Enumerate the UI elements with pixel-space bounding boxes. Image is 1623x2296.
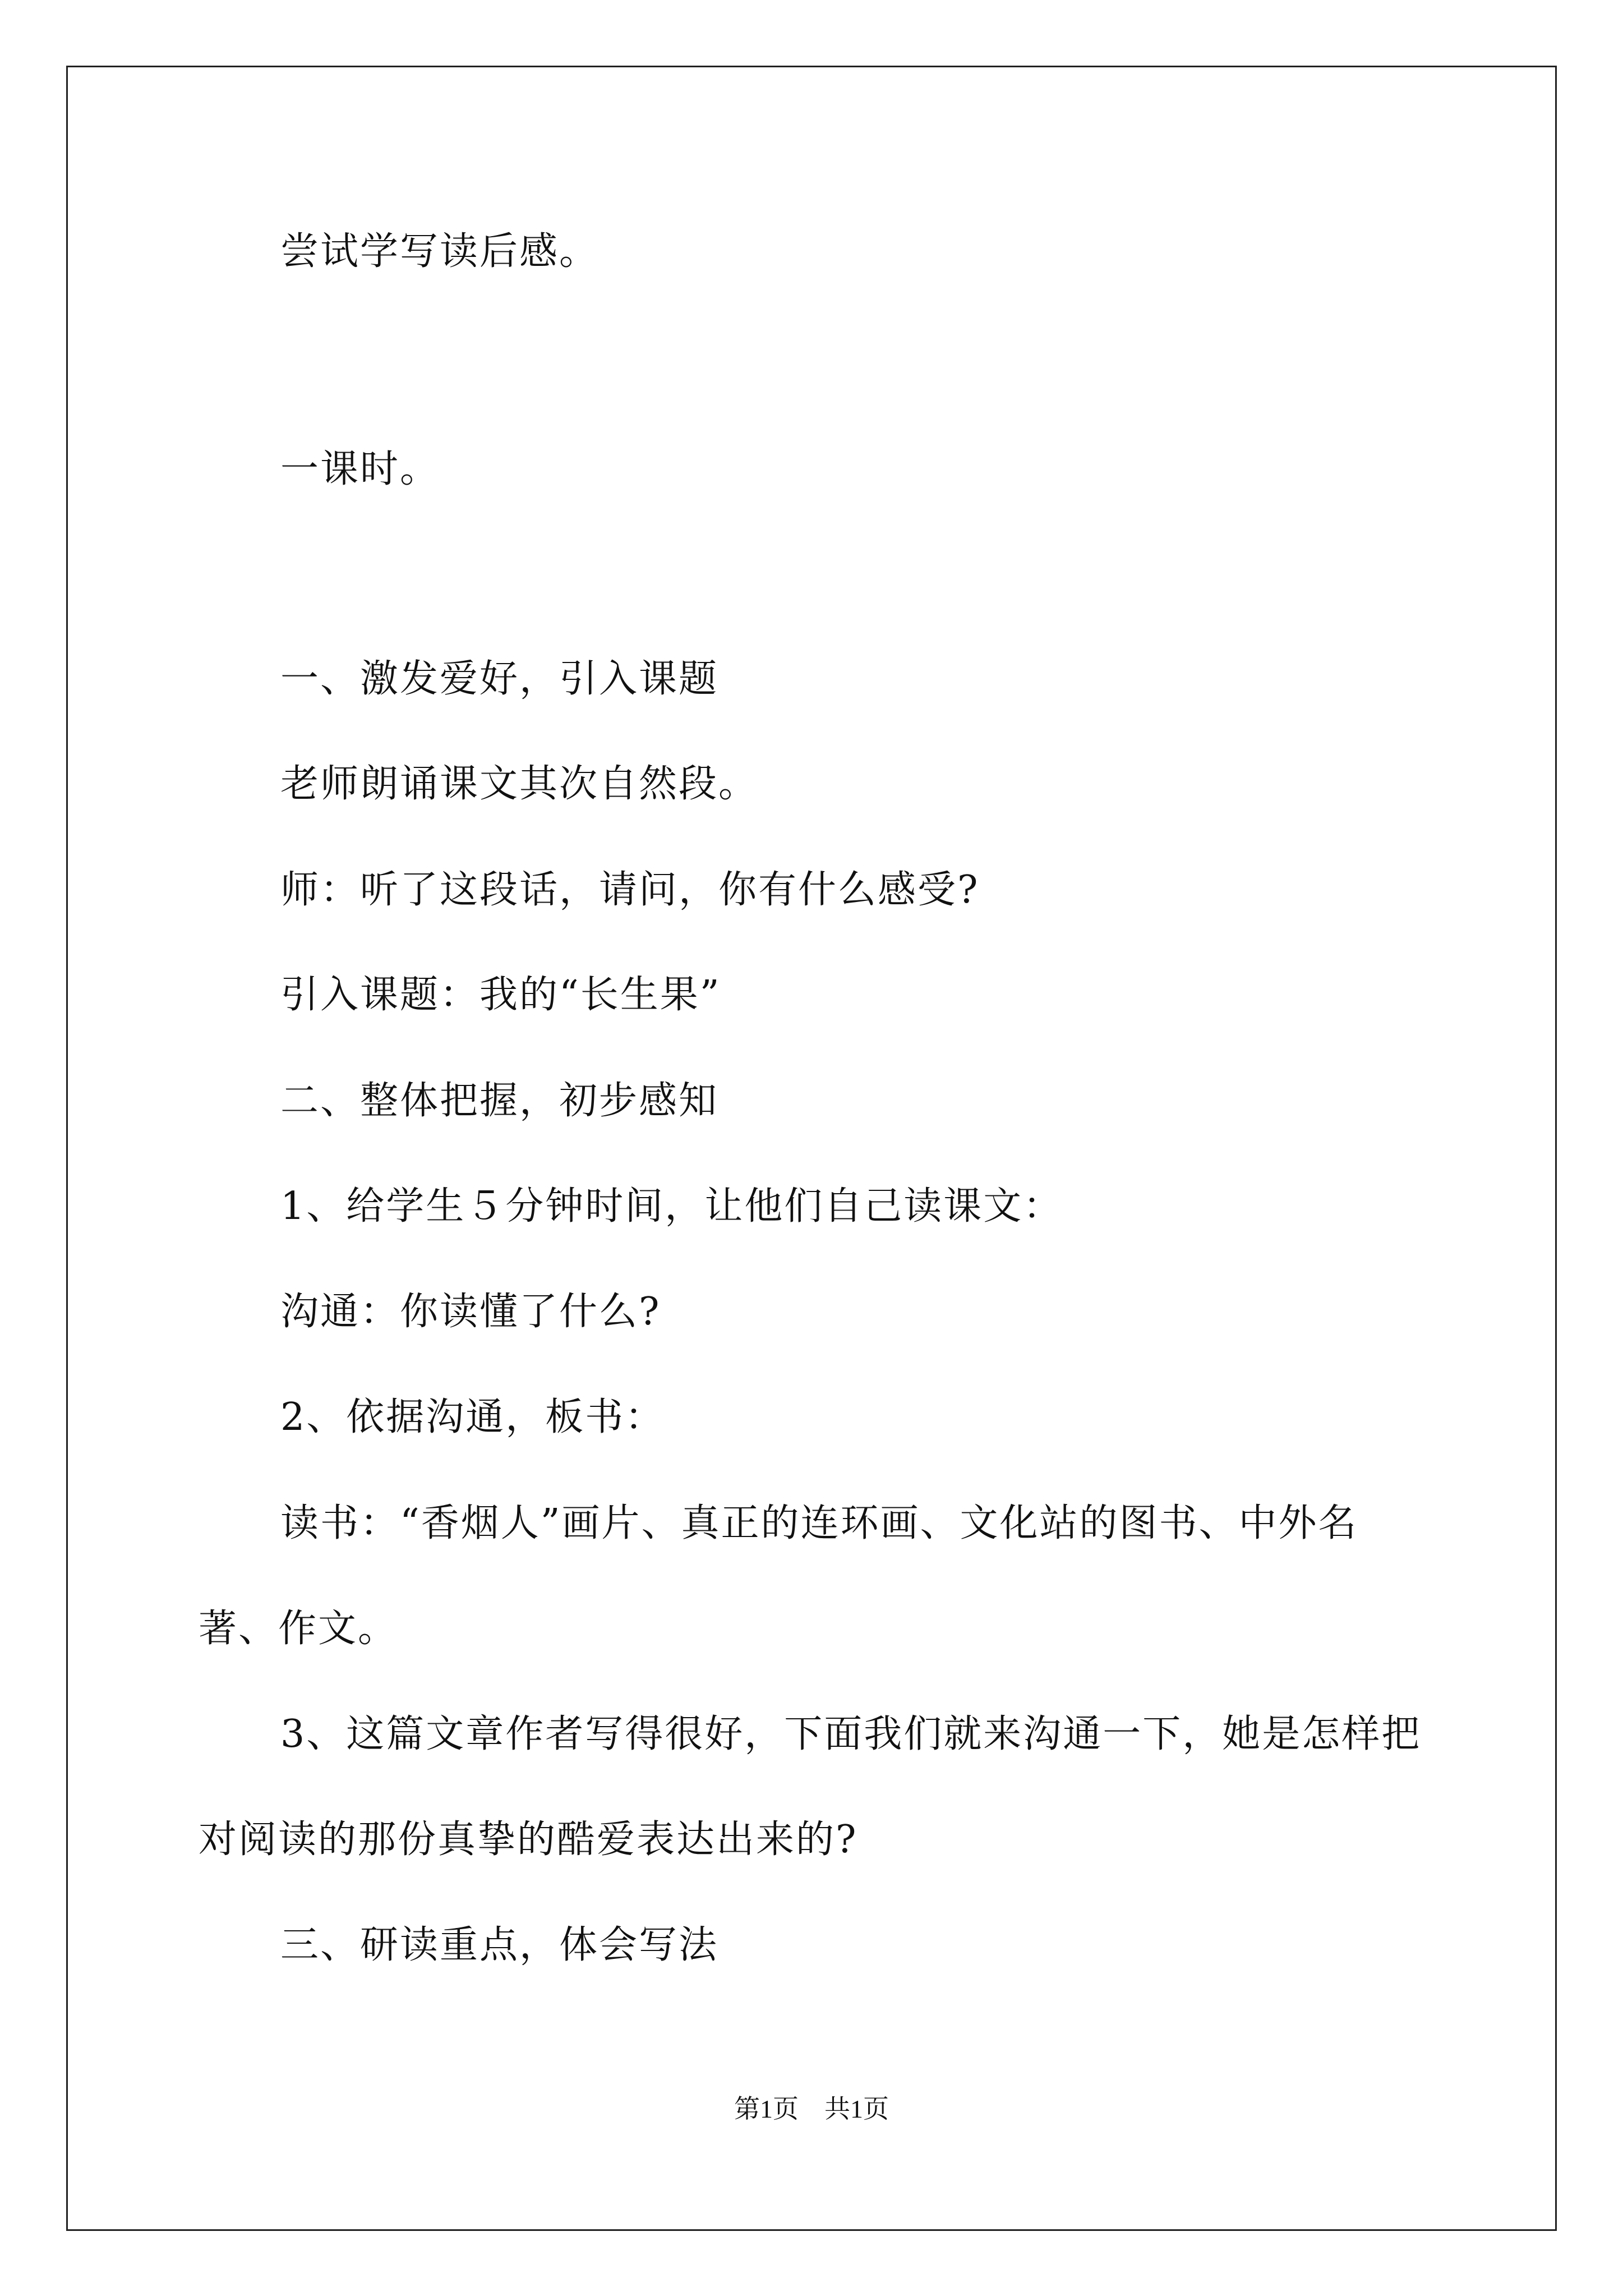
text-line: 2、依据沟通，板书： [280,1395,665,1439]
text-line: 师：听了这段话，请问，你有什么感受? [280,868,980,912]
text-line: 老师朗诵课文其次自然段。 [280,762,759,806]
section-heading: 三、研读重点，体会写法 [280,1923,719,1967]
text-line: 著、作文。 [199,1607,398,1651]
text-line: 1、给学生５分钟时间，让他们自己读课文： [280,1184,1063,1228]
page-number-footer: 第1页 共1页 [734,2095,889,2123]
text-line: 对阅读的那份真挚的酷爱表达出来的? [199,1818,858,1862]
text-line: 3、这篇文章作者写得很好，下面我们就来沟通一下，她是怎样把 [280,1712,1422,1756]
text-line: 引入课题：我的“长生果” [280,973,721,1017]
text-line: 尝试学写读后感。 [280,229,600,274]
text-line: 沟通：你读懂了什么? [280,1290,661,1334]
text-line: 读书：“香烟人”画片、真正的连环画、文化站的图书、中外名 [280,1501,1358,1545]
text-line: 一课时。 [280,447,440,491]
section-heading: 一、激发爱好，引入课题 [280,657,719,701]
page-border [66,66,1557,2231]
section-heading: 二、整体把握，初步感知 [280,1079,719,1123]
